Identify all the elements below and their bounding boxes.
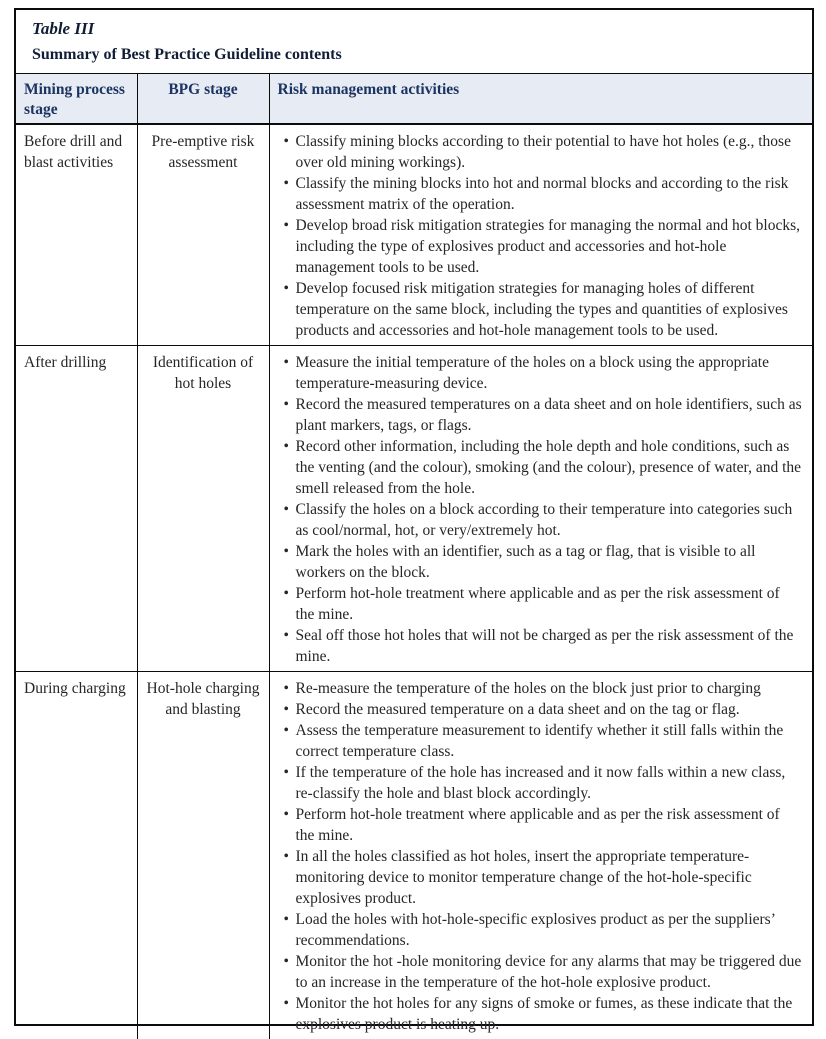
activity-item: • Classify mining blocks according to their potential to have hot holes (e.g., those over old mining workings).: [284, 131, 803, 173]
activities-cell: [269, 672, 812, 1039]
activity-item: • Seal off those hot holes that will not be charged as per the risk assessment of the mine.: [284, 625, 803, 667]
header-row: [16, 74, 812, 124]
activity-item: • Perform hot-hole treatment where applicable and as per the risk assessment of the mine.: [284, 583, 803, 625]
table-label: Table III: [32, 19, 796, 39]
activity-item: • Classify the mining blocks into hot and normal blocks and according to the risk assessment matrix of the operation.: [284, 173, 803, 215]
bpg-stage-cell: Pre-emptive risk assessment: [137, 124, 269, 346]
activity-item: • Measure the initial temperature of the holes on a block using the appropriate temperature-measuring device.: [284, 352, 803, 394]
activity-item: • If the temperature of the hole has increased and it now falls within a new class, re-classify the hole and blast block accordingly.: [284, 762, 803, 804]
activities-cell: [269, 124, 812, 346]
mining-stage-cell: During charging: [16, 672, 137, 1039]
column-header-bpg-stage: BPG stage: [137, 74, 269, 124]
bpg-stage-cell: Identification of hot holes: [137, 346, 269, 672]
mining-stage-cell: After drilling: [16, 346, 137, 672]
table-header: [16, 74, 812, 124]
activity-item: • Perform hot-hole treatment where applicable and as per the risk assessment of the mine.: [284, 804, 803, 846]
column-header-mining-process-stage: Mining process stage: [16, 74, 137, 124]
mining-stage-cell: Before drill and blast activities: [16, 124, 137, 346]
activity-item: • Monitor the hot holes for any signs of smoke or fumes, as these indicate that the explosives product is heating up.: [284, 993, 803, 1035]
activities-cell: [269, 346, 812, 672]
activities-list: [284, 352, 803, 667]
activities-list: [284, 131, 803, 341]
table-title-block: [16, 10, 812, 74]
activity-item: • In all the holes classified as hot holes, insert the appropriate temperature-monitoring device to monitor temperature change of the hot-hole-specific explosives product.: [284, 846, 803, 909]
activity-item: • Re-measure the temperature of the holes on the block just prior to charging: [284, 678, 803, 699]
bpg-stage-cell: Hot-hole charging and blasting: [137, 672, 269, 1039]
row-during-charging: [16, 672, 812, 1039]
table-subtitle: Summary of Best Practice Guideline contents: [32, 46, 796, 64]
activity-item: • Mark the holes with an identifier, such as a tag or flag, that is visible to all workers on the block.: [284, 541, 803, 583]
activity-item: • Load the holes with hot-hole-specific explosives product as per the suppliers’ recommendations.: [284, 909, 803, 951]
column-header-risk-management-activities: Risk management activities: [269, 74, 812, 124]
activity-item: • Record the measured temperatures on a data sheet and on hole identifiers, such as plant markers, tags, or flags.: [284, 394, 803, 436]
activity-item: • Develop focused risk mitigation strategies for managing holes of different temperature on the same block, including the types and quantities of explosives products and accessories and hot-hole management tools to be used.: [284, 278, 803, 341]
activity-item: • Monitor the hot -hole monitoring device for any alarms that may be triggered due to an increase in the temperature of the hot-hole explosive product.: [284, 951, 803, 993]
activity-item: • Record other information, including the hole depth and hole conditions, such as the venting (and the colour), smoking (and the colour), presence of water, and the smell released from the hole.: [284, 436, 803, 499]
activities-list: [284, 678, 803, 1035]
activity-item: • Develop broad risk mitigation strategies for managing the normal and hot blocks, including the type of explosives product and accessories and hot-hole management tools to be used.: [284, 215, 803, 278]
bpg-summary-table: [16, 74, 812, 1039]
activity-item: • Assess the temperature measurement to identify whether it still falls within the correct temperature class.: [284, 720, 803, 762]
activity-item: • Classify the holes on a block according to their temperature into categories such as cool/normal, hot, or very/extremely hot.: [284, 499, 803, 541]
row-before-drill-and-blast: [16, 124, 812, 346]
document-table: [14, 8, 814, 1026]
row-after-drilling: [16, 346, 812, 672]
activity-item: • Record the measured temperature on a data sheet and on the tag or flag.: [284, 699, 803, 720]
table-body: [16, 124, 812, 1039]
